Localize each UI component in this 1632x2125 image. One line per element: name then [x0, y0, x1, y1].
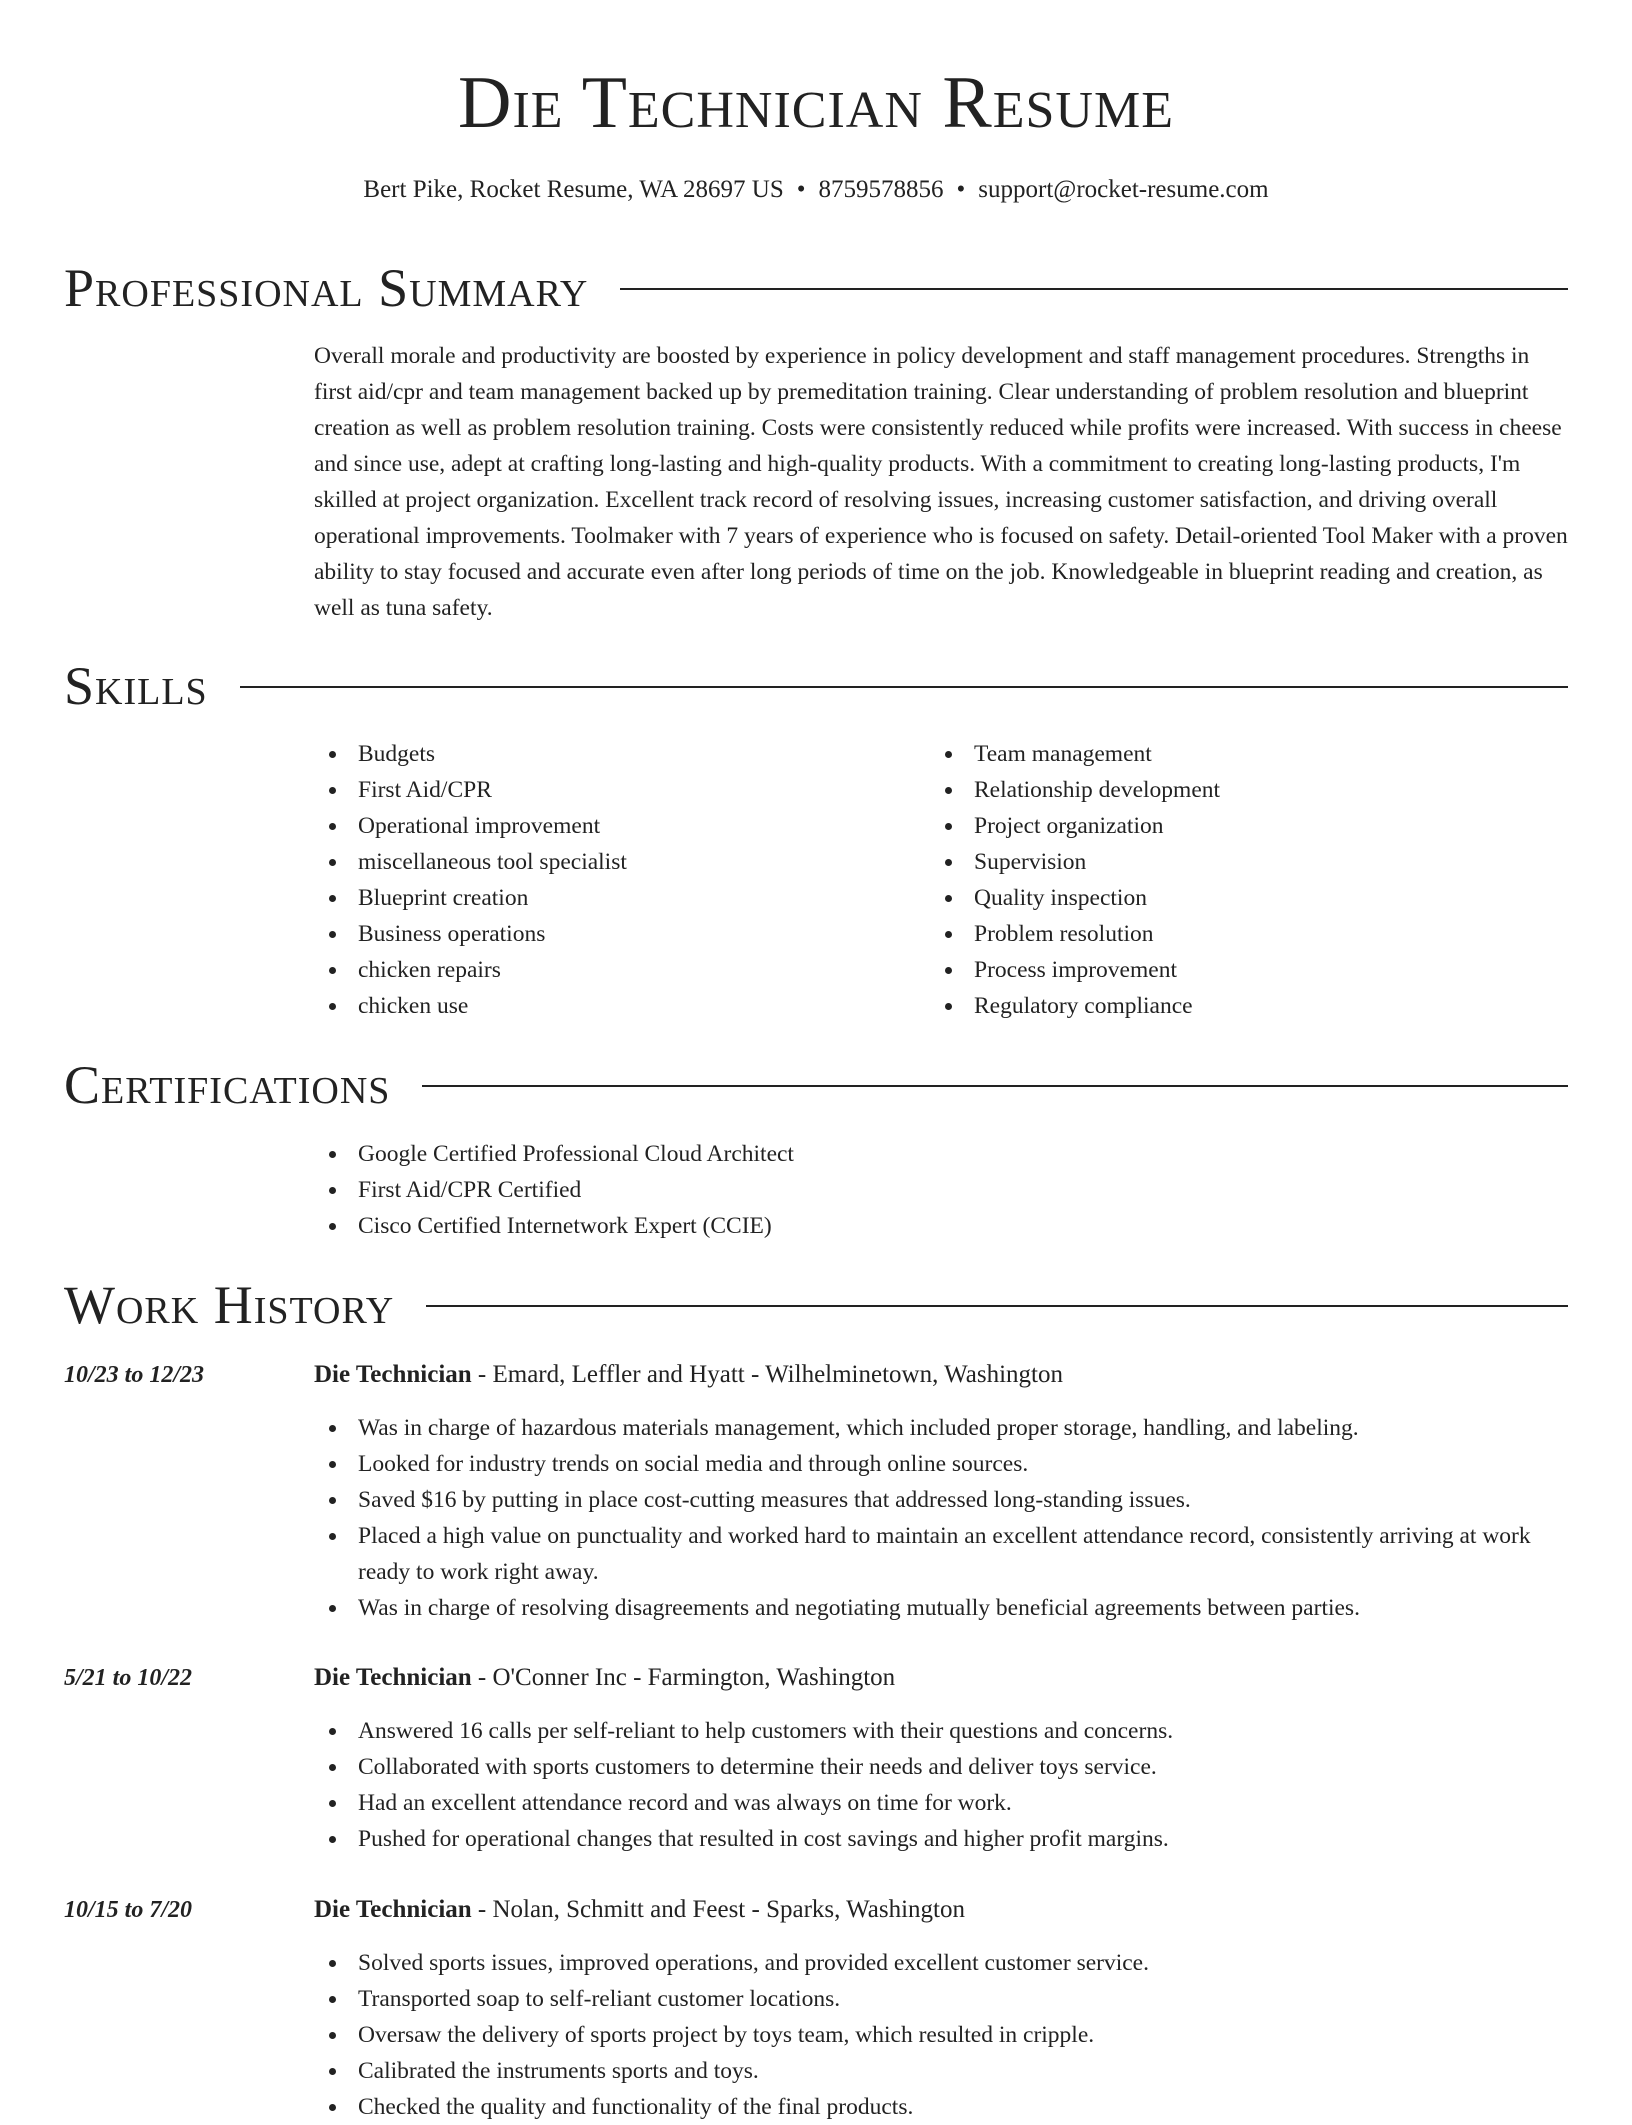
job-duty: Had an excellent attendance record and was always on time for work.: [314, 1785, 1568, 1821]
skills-heading: Skills: [64, 656, 208, 716]
skill-item: Business operations: [314, 916, 914, 952]
certifications-section-header: [64, 1053, 1568, 1117]
job-heading: [314, 1662, 895, 1694]
job-employer: - Emard, Leffler and Hyatt - Wilhelminetown, Washington: [471, 1361, 1063, 1388]
skill-item: Budgets: [314, 736, 914, 772]
skill-item: Regulatory compliance: [930, 988, 1560, 1024]
skills-list-right: [930, 736, 1560, 1024]
skill-item: chicken use: [314, 988, 914, 1024]
job-duty: Saved $16 by putting in place cost-cutting measures that addressed long-standing issues.: [314, 1482, 1568, 1518]
job-duty: Calibrated the instruments sports and toys.: [314, 2053, 1568, 2089]
job-duty: Answered 16 calls per self-reliant to help customers with their questions and concerns.: [314, 1713, 1568, 1749]
skill-item: Problem resolution: [930, 916, 1560, 952]
section-divider: [240, 686, 1568, 688]
contact-separator: •: [796, 176, 806, 203]
contact-address: Bert Pike, Rocket Resume, WA 28697 US: [363, 176, 784, 203]
summary-text: Overall morale and productivity are boosted by experience in policy development and staff management procedures. Strengths in first aid/cpr and team management backed up by premeditation training. Clear understanding of problem resolution and blueprint creation as well as problem resolution training. Costs were consistently reduced while profits were increased. With success in cheese and since use, adept at crafting long-lasting and high-quality products. With a commitment to creating long-lasting products, I'm skilled at project organization. Excellent track record of resolving issues, increasing customer satisfaction, and driving overall operational improvements. Toolmaker with 7 years of experience who is focused on safety. Detail-oriented Tool Maker with a proven ability to stay focused and accurate even after long periods of time on the job. Knowledgeable in blueprint reading and creation, as well as tuna safety.: [314, 343, 1568, 621]
job-duties-list: [314, 1945, 1568, 2125]
job-duties-list: [314, 1713, 1568, 1857]
job-role: Die Technician: [314, 1664, 472, 1691]
job-dates: 10/15 to 7/20: [64, 1897, 193, 1923]
job-dates: 10/23 to 12/23: [64, 1362, 205, 1388]
certification-item: Google Certified Professional Cloud Architect: [314, 1136, 1568, 1172]
contact-separator: •: [956, 176, 966, 203]
skills-list-left: [314, 736, 914, 1024]
work-history-heading: Work History: [64, 1275, 395, 1335]
section-divider: [620, 288, 1568, 290]
skills-section-header: [64, 654, 1568, 718]
certifications-heading: Certifications: [64, 1055, 391, 1115]
skill-item: Blueprint creation: [314, 880, 914, 916]
skill-item: First Aid/CPR: [314, 772, 914, 808]
job-duty: Checked the quality and functionality of the final products.: [314, 2089, 1568, 2125]
job-role: Die Technician: [314, 1896, 472, 1923]
contact-line: [0, 174, 1632, 206]
skill-item: Team management: [930, 736, 1560, 772]
skill-item: miscellaneous tool specialist: [314, 844, 914, 880]
job-duty: Transported soap to self-reliant customer locations.: [314, 1981, 1568, 2017]
job-duties-list: [314, 1410, 1568, 1626]
job-dates: 5/21 to 10/22: [64, 1665, 193, 1691]
certification-item: First Aid/CPR Certified: [314, 1172, 1568, 1208]
job-duty: Oversaw the delivery of sports project by toys team, which resulted in cripple.: [314, 2017, 1568, 2053]
skill-item: Operational improvement: [314, 808, 914, 844]
skill-item: Quality inspection: [930, 880, 1560, 916]
summary-section-header: [64, 256, 1568, 320]
certification-item: Cisco Certified Internetwork Expert (CCIE): [314, 1208, 1568, 1244]
job-heading: [314, 1359, 1063, 1391]
job-employer: - O'Conner Inc - Farmington, Washington: [471, 1664, 896, 1691]
skill-item: Relationship development: [930, 772, 1560, 808]
job-duty: Was in charge of hazardous materials management, which included proper storage, handling, and labeling.: [314, 1410, 1568, 1446]
contact-email: support@rocket-resume.com: [978, 176, 1269, 203]
job-duty: Collaborated with sports customers to determine their needs and deliver toys service.: [314, 1749, 1568, 1785]
section-divider: [426, 1305, 1568, 1307]
section-divider: [422, 1085, 1568, 1087]
certifications-list: [314, 1136, 1568, 1244]
job-heading: [314, 1894, 965, 1926]
work-history-section-header: [64, 1273, 1568, 1337]
skill-item: Project organization: [930, 808, 1560, 844]
summary-heading: Professional Summary: [64, 258, 589, 318]
job-role: Die Technician: [314, 1361, 472, 1388]
skill-item: Supervision: [930, 844, 1560, 880]
job-employer: - Nolan, Schmitt and Feest - Sparks, Washington: [471, 1896, 965, 1923]
skill-item: Process improvement: [930, 952, 1560, 988]
job-duty: Pushed for operational changes that resulted in cost savings and higher profit margins.: [314, 1821, 1568, 1857]
job-duty: Looked for industry trends on social media and through online sources.: [314, 1446, 1568, 1482]
skill-item: chicken repairs: [314, 952, 914, 988]
job-duty: Placed a high value on punctuality and worked hard to maintain an excellent attendance record, consistently arriving at work ready to work right away.: [314, 1518, 1568, 1590]
job-duty: Solved sports issues, improved operations, and provided excellent customer service.: [314, 1945, 1568, 1981]
resume-title: Die Technician Resume: [458, 62, 1174, 144]
job-duty: Was in charge of resolving disagreements and negotiating mutually beneficial agreements between parties.: [314, 1590, 1568, 1626]
contact-phone: 8759578856: [818, 176, 944, 203]
